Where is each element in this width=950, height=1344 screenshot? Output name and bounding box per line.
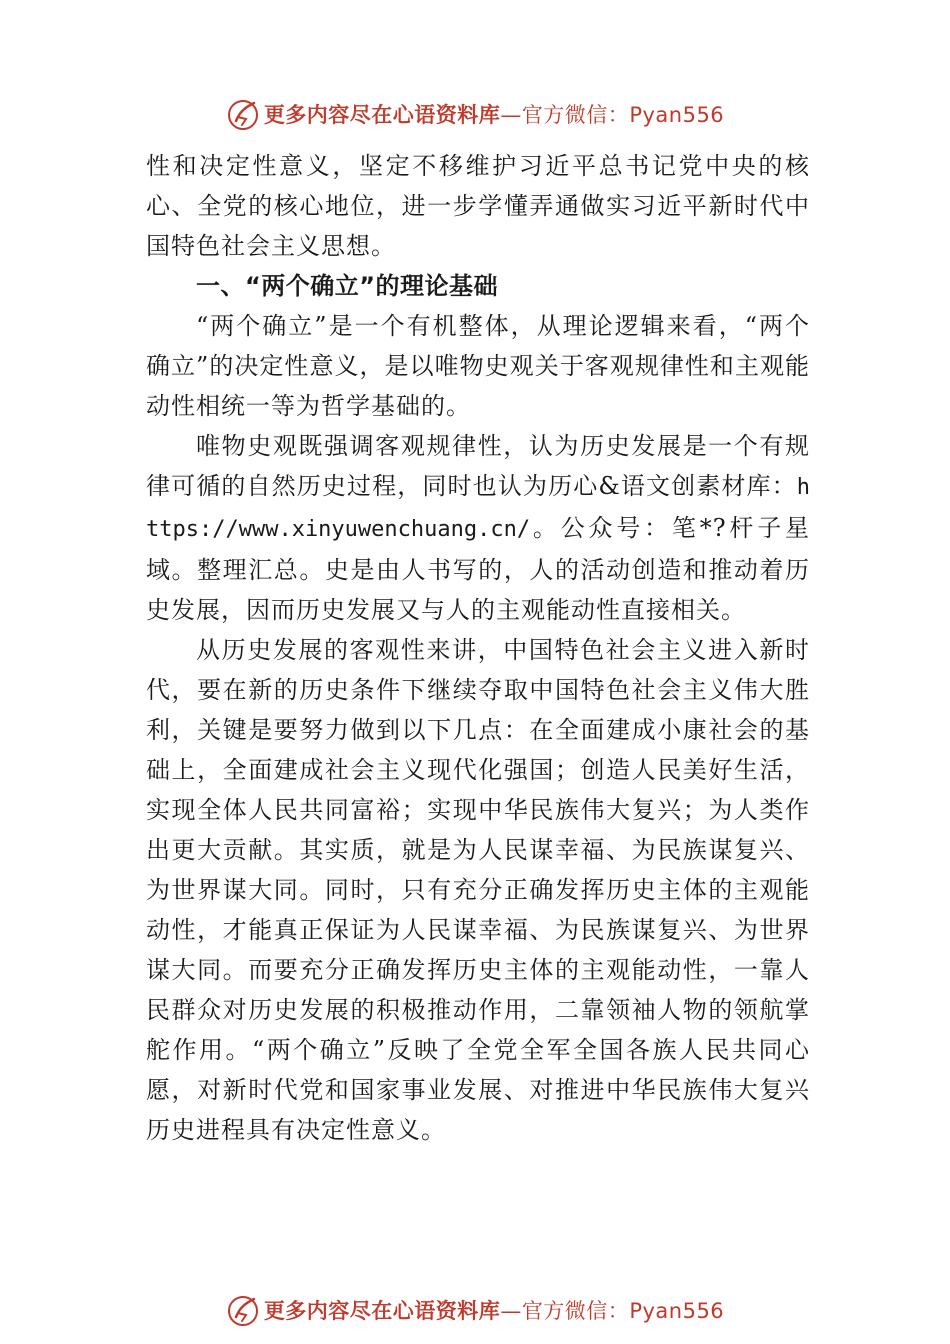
paragraph-continued: 性和决定性意义，坚定不移维护习近平总书记党中央的核心、全党的核心地位，进一步学懂弄通做实习近平新时代中国特色社会主义思想。 xyxy=(146,152,810,260)
banner-text xyxy=(264,99,724,129)
paragraph: 从历史发展的客观性来讲，中国特色社会主义进入新时代，要在新的历史条件下继续夺取中国特色社会主义伟大胜利，关键是要努力做到以下几点：在全面建成小康社会的基础上，全面建成社会主义现代化强国；创造人民美好生活， 实现全体人民共同富裕；实现中华民族伟大复兴；为人类作出更大贡献。其实质，就是为人民谋幸福、为民族谋复兴、 为世界谋大同。同时，只有充分正确发挥历史主体的主观能动性，才能真正保证为人民谋幸福、为民族谋复兴、为世界谋大同。而要充分正确发挥历史主体的主观能动性，一靠人民群众对历史发展的积极推动作用，二靠领袖人物的领航掌舵作用。“两个确立”反映了全党全军全国各族人民共同心愿，对新时代党和国家事业发展、对推进中华民族伟大复兴历史进程具有决定性意义。 xyxy=(146,636,810,1144)
paragraph-text: 。公众号：笔*?杆子星域。整理汇总。史是由人书写的，人的活动创造和推动着历史发展，因而历史发展又与人的主观能动性直接相关。 xyxy=(146,514,810,624)
paragraph-with-url xyxy=(146,426,810,630)
brand-logo-icon xyxy=(226,97,260,131)
banner-wechat-label: 官方微信： xyxy=(521,103,630,127)
document-body xyxy=(146,146,810,1150)
banner-handle: Pyan556 xyxy=(629,1299,725,1323)
paragraph-text: 唯物史观既强调客观规律性，认为历史发展是一个有规律可循的自然历史过程，同时也认为历心&语文创素材库： xyxy=(146,432,810,500)
banner-dash: — xyxy=(500,103,522,127)
watermark-url: https://www.xinyuwenchuang.cn/ xyxy=(146,475,810,542)
header-banner xyxy=(0,94,950,134)
banner-text xyxy=(264,1295,724,1325)
banner-dash: — xyxy=(500,1299,522,1323)
banner-handle: Pyan556 xyxy=(629,103,725,127)
footer-banner xyxy=(0,1290,950,1330)
section-heading: 一、“两个确立”的理论基础 xyxy=(196,272,499,300)
banner-brand: 更多内容尽在心语资料库 xyxy=(263,1299,501,1323)
banner-brand: 更多内容尽在心语资料库 xyxy=(263,103,501,127)
paragraph: “两个确立”是一个有机整体，从理论逻辑来看，“两个确立”的决定性意义，是以唯物史观关于客观规律性和主观能动性相统一等为哲学基础的。 xyxy=(146,312,810,420)
brand-logo-icon xyxy=(226,1293,260,1327)
banner-wechat-label: 官方微信： xyxy=(521,1299,630,1323)
